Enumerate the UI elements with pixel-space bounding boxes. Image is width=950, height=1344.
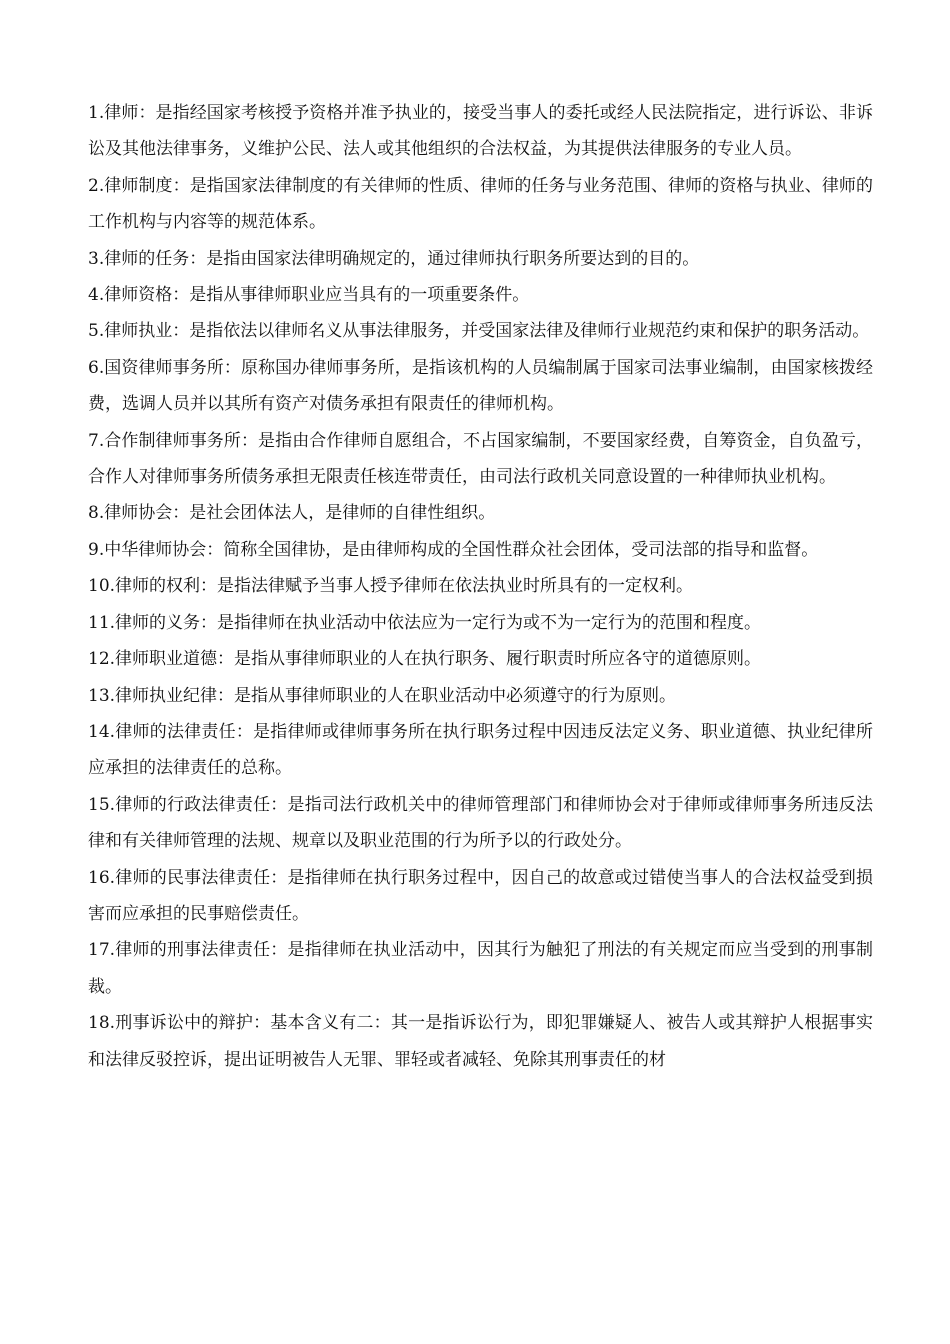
definition-paragraph-8: 8.律师协会：是社会团体法人，是律师的自律性组织。	[88, 503, 496, 524]
definition-paragraph-1: 1.律师：是指经国家考核授予资格并准予执业的，接受当事人的委托或经人民法院指定，进行诉讼、非诉讼及其他法律事务，义维护公民、法人或其他组织的合法权益，为其提供法律服务的专业人员。	[88, 103, 873, 160]
definition-paragraph-3: 3.律师的任务：是指由国家法律明确规定的，通过律师执行职务所要达到的目的。	[88, 248, 700, 269]
definition-paragraph-4: 4.律师资格：是指从事律师职业应当具有的一项重要条件。	[88, 285, 530, 306]
definition-paragraph-16: 16.律师的民事法律责任：是指律师在执行职务过程中，因自己的故意或过错使当事人的合法权益受到损害而应承担的民事赔偿责任。	[88, 867, 873, 924]
definition-paragraph-6: 6.国资律师事务所：原称国办律师事务所，是指该机构的人员编制属于国家司法事业编制，由国家核拨经费，选调人员并以其所有资产对债务承担有限责任的律师机构。	[88, 357, 873, 415]
document-body	[88, 95, 873, 1078]
definition-paragraph-5: 5.律师执业：是指依法以律师名义从事法律服务，并受国家法律及律师行业规范约束和保护的职务活动。	[88, 321, 870, 342]
definition-paragraph-12: 12.律师职业道德：是指从事律师职业的人在执行职务、履行职责时所应各守的道德原则。	[88, 649, 762, 670]
definition-paragraph-10: 10.律师的权利：是指法律赋予当事人授予律师在依法执业时所具有的一定权利。	[88, 576, 694, 597]
definition-paragraph-18: 18.刑事诉讼中的辩护：基本含义有二：其一是指诉讼行为，即犯罪嫌疑人、被告人或其辩护人根据事实和法律反驳控诉，提出证明被告人无罪、罪轻或者减轻、免除其刑事责任的材	[88, 1013, 873, 1070]
definition-paragraph-2: 2.律师制度：是指国家法律制度的有关律师的性质、律师的任务与业务范围、律师的资格与执业、律师的工作机构与内容等的规范体系。	[88, 175, 873, 233]
definition-paragraph-9: 9.中华律师协会：简称全国律协，是由律师构成的全国性群众社会团体，受司法部的指导和监督。	[88, 539, 819, 560]
definition-paragraph-17: 17.律师的刑事法律责任：是指律师在执业活动中，因其行为触犯了刑法的有关规定而应当受到的刑事制裁。	[88, 940, 873, 997]
definition-paragraph-13: 13.律师执业纪律：是指从事律师职业的人在职业活动中必须遵守的行为原则。	[88, 685, 677, 706]
definition-paragraph-11: 11.律师的义务：是指律师在执业活动中依法应为一定行为或不为一定行为的范围和程度。	[88, 612, 762, 633]
definition-paragraph-7: 7.合作制律师事务所：是指由合作律师自愿组合，不占国家编制，不要国家经费，自筹资金，自负盈亏，合作人对律师事务所债务承担无限责任核连带责任，由司法行政机关同意设置的一种律师执业机构。	[88, 430, 873, 488]
definition-paragraph-14: 14.律师的法律责任：是指律师或律师事务所在执行职务过程中因违反法定义务、职业道德、执业纪律所应承担的法律责任的总称。	[88, 721, 873, 779]
definition-paragraph-15: 15.律师的行政法律责任：是指司法行政机关中的律师管理部门和律师协会对于律师或律师事务所违反法律和有关律师管理的法规、规章以及职业范围的行为所予以的行政处分。	[88, 794, 873, 852]
